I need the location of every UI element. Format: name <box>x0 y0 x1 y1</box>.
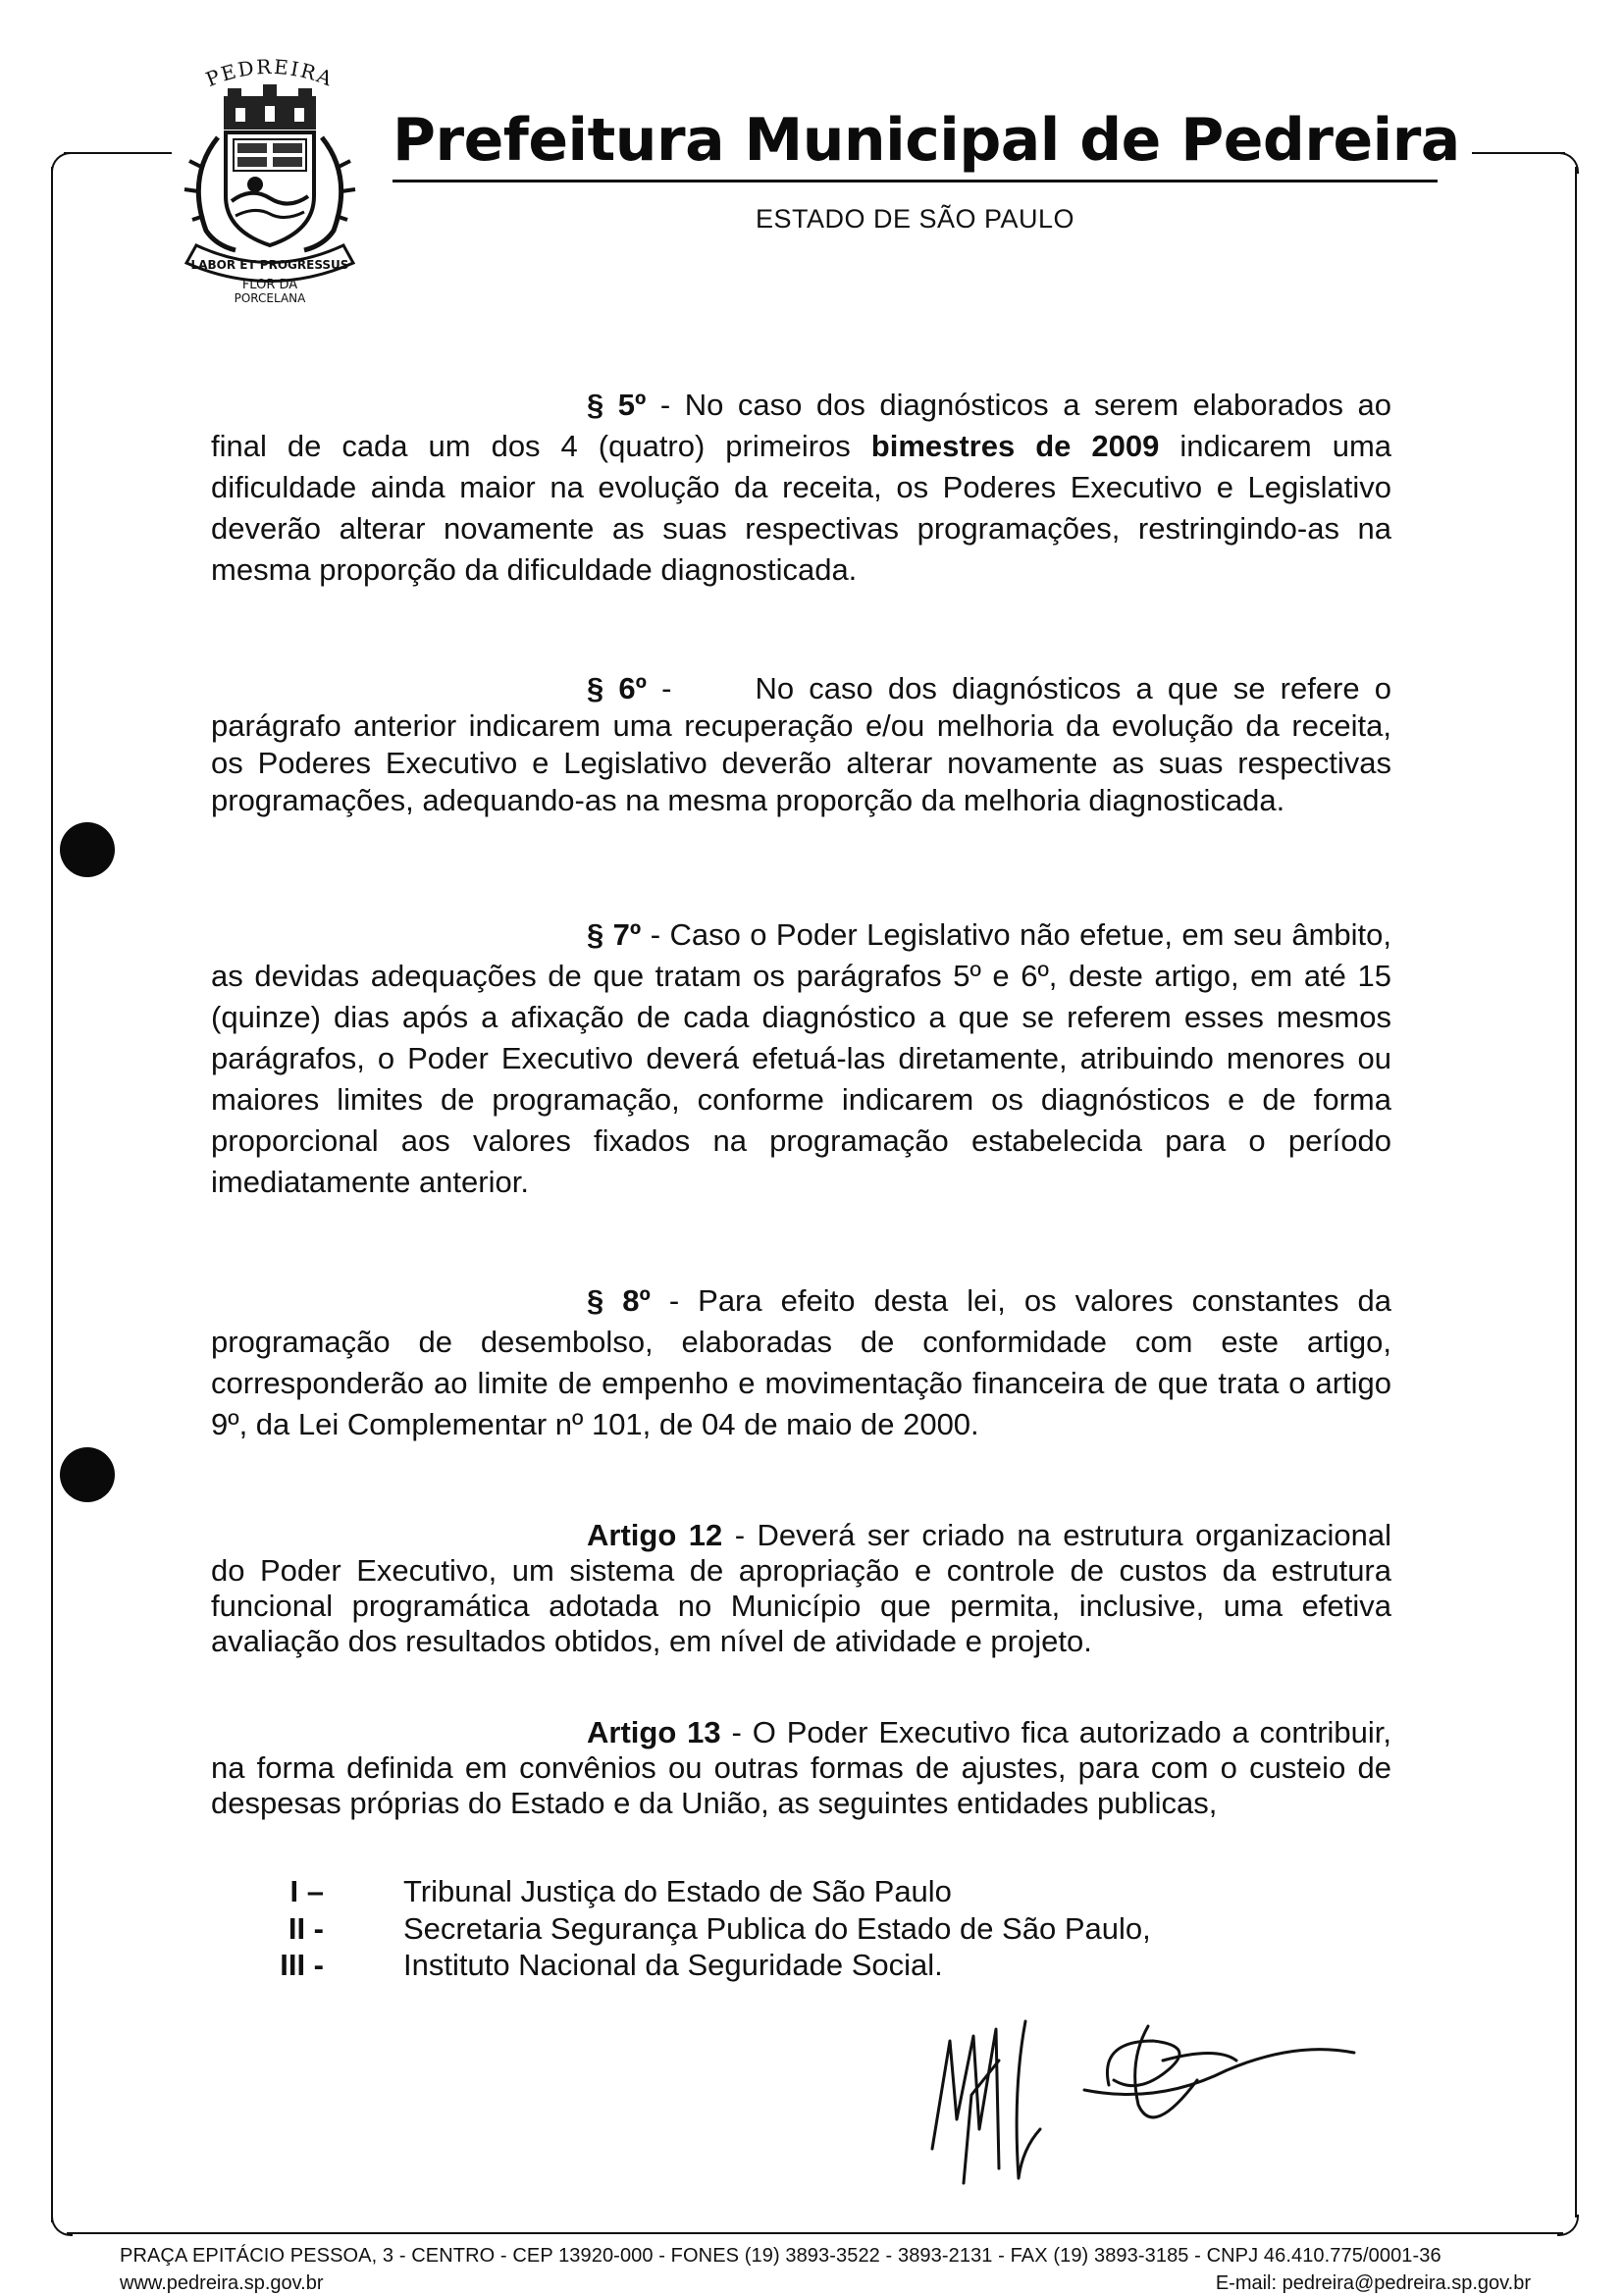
frame-line <box>1575 167 1577 2218</box>
list-item-text: Instituto Nacional da Seguridade Social. <box>403 1948 943 1982</box>
paragraph-text: - No caso dos diagnósticos a serem elaborados ao final de cada um dos 4 (quatro) primeiros <box>211 388 1391 463</box>
paragraph-mark: § 5º <box>587 388 647 422</box>
list-item-text: Secretaria Segurança Publica do Estado de São Paulo, <box>403 1911 1151 1946</box>
paragraph-mark: § 8º <box>587 1283 651 1318</box>
paragraph-text: No caso dos diagnósticos a que se refere o parágrafo anterior indicarem uma recuperação e/ou melhoria da evolução da receita, os Poderes Executivo e Legislativo deverão alterar novamente as suas respectivas programações, adequando-as na mesma proporção da melhoria diagnosticada. <box>211 671 1392 817</box>
header-underline <box>393 180 1438 183</box>
footer-email: E-mail: pedreira@pedreira.sp.gov.br <box>1215 2272 1531 2294</box>
article-text: - Deverá ser criado na estrutura organizacional do Poder Executivo, um sistema de apropriação e controle de custos da estrutura funcional programática adotada no Município que permita, inclusive, uma efetiva avaliação dos resultados obtidos, em nível de atividade e projeto. <box>211 1518 1391 1658</box>
frame-corner <box>51 152 73 174</box>
paragraph-text: - Caso o Poder Legislativo não efetue, em seu âmbito, as devidas adequações de que tratam os parágrafos 5º e 6º, deste artigo, em até 15 (quinze) dias após a afixação de cada diagnóstico a que se referem esses mesmos parágrafos, o Poder Executivo deverá efetuá-las diretamente, atribuindo menores ou maiores limites de programação, conforme indicarem os diagnósticos e de forma proporcional aos valores fixados na programação estabelecida para o período imediatamente anterior. <box>211 917 1391 1199</box>
crest-arc-text: PEDREIRA <box>202 54 338 92</box>
frame-line <box>67 2232 1563 2234</box>
frame-corner <box>1557 2215 1579 2236</box>
list-item-number: II - <box>288 1911 324 1946</box>
article-text: - O Poder Executivo fica autorizado a contribuir, na forma definida em convênios ou outras formas de ajustes, para com o custeio de despesas próprias do Estado e da União, as seguintes entidades publicas, <box>211 1715 1391 1820</box>
paragraph-7 <box>211 914 1391 1203</box>
footer-address: PRAÇA EPITÁCIO PESSOA, 3 - CENTRO - CEP 13920-000 - FONES (19) 3893-3522 - 3893-2131 - FAX (19) 3893-3185 - CNPJ 46.410.775/0001-36 <box>120 2245 1441 2267</box>
paragraph-text: - Para efeito desta lei, os valores constantes da programação de desembolso, elaboradas de conformidade com este artigo, corresponderão ao limite de empenho e movimentação financeira de que trata o artigo 9º, da Lei Complementar nº 101, de 04 de maio de 2000. <box>211 1283 1392 1441</box>
paragraph-8 <box>211 1280 1391 1445</box>
paragraph-mark: § 7º <box>587 917 642 952</box>
article-13 <box>211 1715 1391 1821</box>
frame-corner <box>1557 152 1579 174</box>
article-mark: Artigo 12 <box>587 1518 723 1552</box>
paragraph-mark: § 6º <box>587 671 647 705</box>
paragraph-6 <box>211 670 1391 819</box>
paragraph-emphasis: bimestres de 2009 <box>870 429 1160 463</box>
paragraph-dash: - <box>646 671 672 705</box>
frame-line <box>64 152 172 154</box>
footer-website: www.pedreira.sp.gov.br <box>120 2272 324 2294</box>
crest-caption: FLOR DA <box>241 278 298 292</box>
crest-motto: LABOR ET PROGRESSUS <box>190 258 349 272</box>
paragraph-5 <box>211 385 1391 591</box>
binder-hole <box>60 1447 115 1502</box>
paragraph-text: indicarem uma dificuldade ainda maior na evolução da receita, os Poderes Executivo e Legislativo deverão alterar novamente as suas respectivas programações, restringindo-as na mesma proporção da dificuldade diagnosticada. <box>211 429 1392 587</box>
article-12 <box>211 1518 1391 1659</box>
crest-caption: PORCELANA <box>234 291 306 304</box>
frame-line <box>51 167 53 2222</box>
page-subtitle: ESTADO DE SÃO PAULO <box>755 204 1075 234</box>
article-mark: Artigo 13 <box>587 1715 721 1749</box>
binder-hole <box>60 822 115 877</box>
list-item-number: III - <box>280 1948 324 1982</box>
list-item-number: I – <box>289 1874 324 1908</box>
page-title: Prefeitura Municipal de Pedreira <box>393 106 1460 175</box>
list-item-text: Tribunal Justiça do Estado de São Paulo <box>403 1874 952 1908</box>
frame-line <box>1472 152 1565 154</box>
municipal-crest-icon <box>157 49 383 304</box>
handwritten-signature <box>903 2002 1374 2188</box>
frame-corner <box>51 2215 73 2236</box>
